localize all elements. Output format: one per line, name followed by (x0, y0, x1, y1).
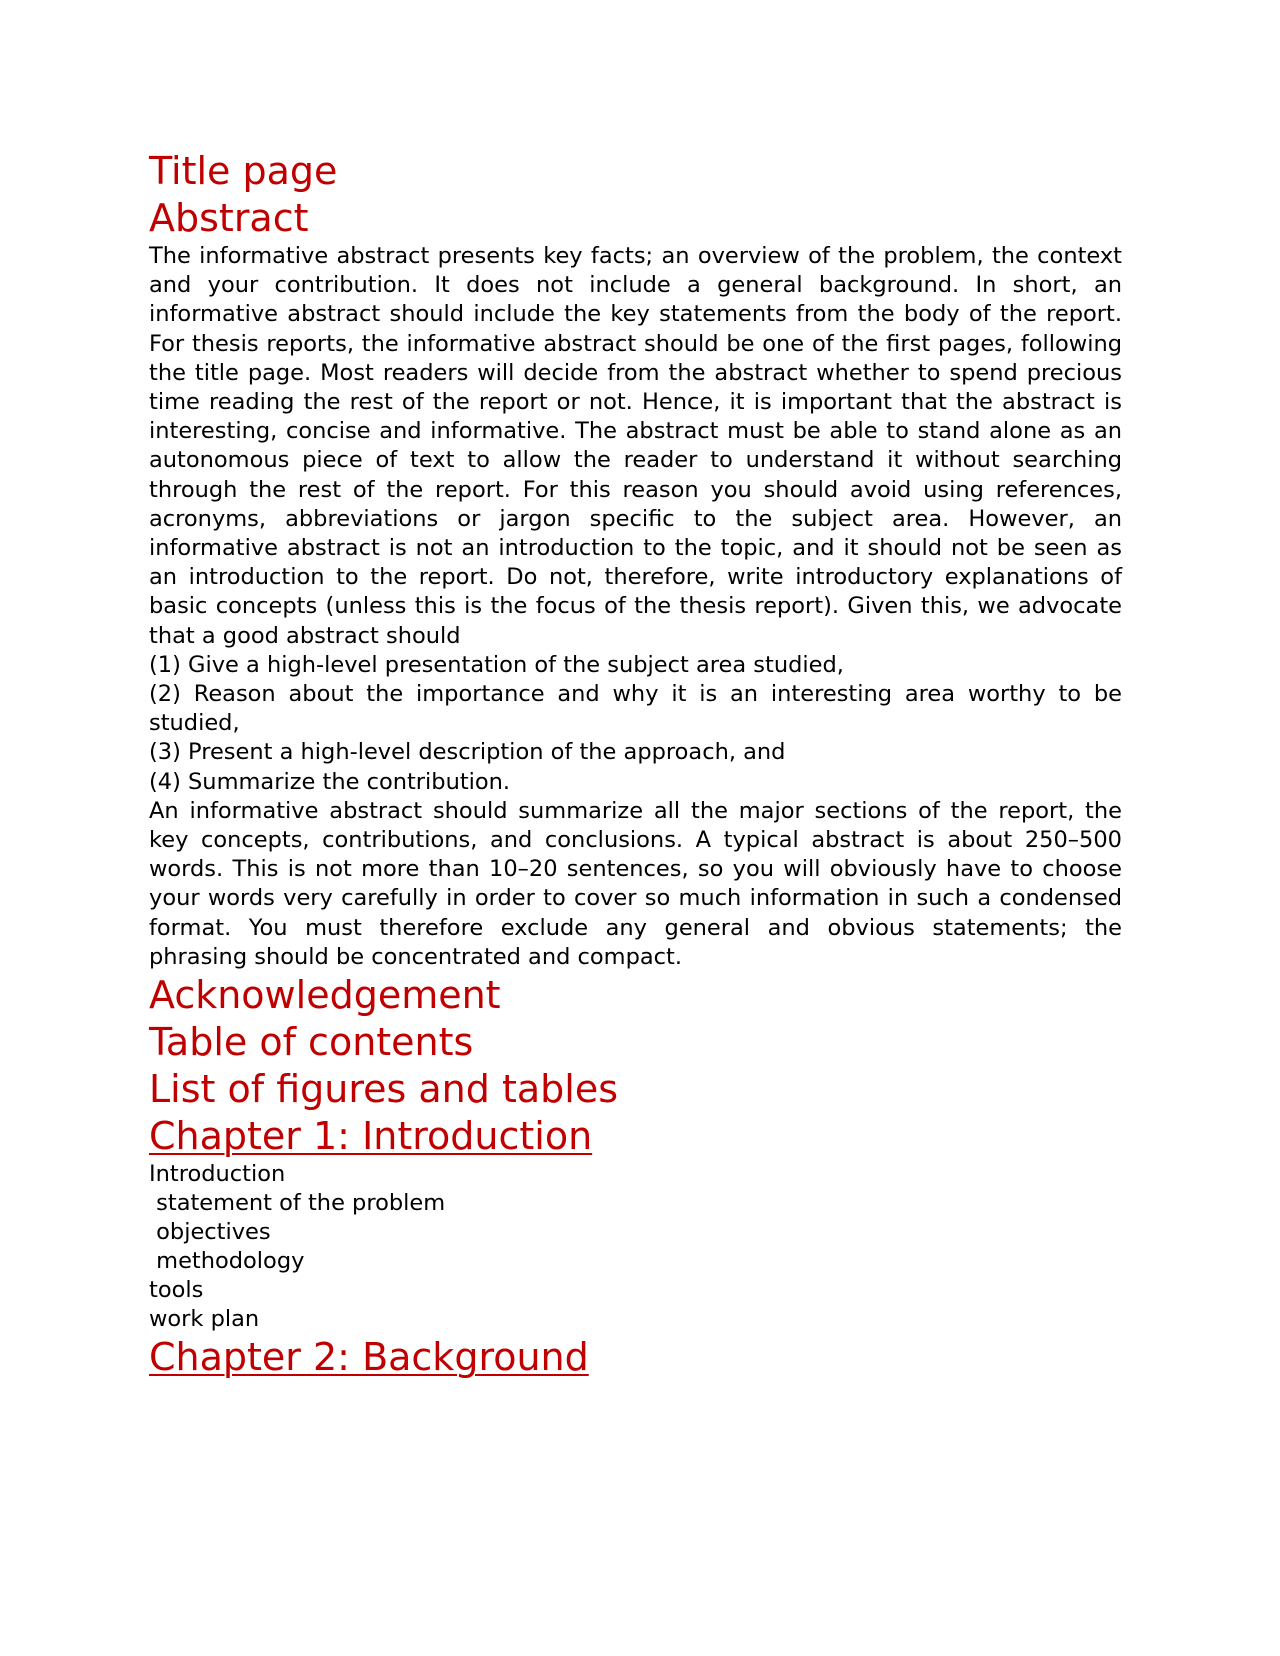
heading-chapter-2: Chapter 2: Background (149, 1335, 589, 1380)
heading-chapter-1: Chapter 1: Introduction (149, 1114, 593, 1159)
outline-item-methodology: methodology (149, 1248, 305, 1275)
abstract-paragraph-1: The informative abstract presents key facts; an overview of the problem, the context and your contribution. It does not include a general background. In short, an informative abstract should include the key statements from the body of the report. For thesis reports, the informative abstract should be one of the first pages, following the title page. Most readers will decide from the abstract whether to spend precious time reading the rest of the report or not. Hence, it is important that the abstract is interesting, concise and informative. The abstract must be able to stand alone as an autonomous piece of text to allow the reader to understand it without searching through the rest of the report. For this reason you should avoid using references, acronyms, abbreviations or jargon specific to the subject area. However, an informative abstract is not an introduction to the topic, and it should not be seen as an introduction to the report. Do not, therefore, write introductory explanations of basic concepts (unless this is the focus of the thesis report). Given this, we advocate that a good abstract should (149, 243, 1122, 649)
chapter-1-outline (149, 1160, 1122, 1334)
abstract-paragraph-2: An informative abstract should summarize all the major sections of the report, the key concepts, contributions, and conclusions. A typical abstract is about 250–500 words. This is not more than 10–20 sentences, so you will obviously have to choose your words very carefully in order to cover so much information in such a condensed format. You must therefore exclude any general and obvious statements; the phrasing should be concentrated and compact. (149, 797, 1122, 970)
abstract-point-4: (4) Summarize the contribution. (149, 768, 511, 795)
abstract-point-3: (3) Present a high-level description of the approach, and (149, 739, 786, 766)
abstract-point-2: (2) Reason about the importance and why it is an interesting area worthy to be studied, (149, 681, 1122, 737)
heading-abstract: Abstract (149, 196, 309, 240)
outline-item-introduction: Introduction (149, 1161, 286, 1188)
outline-item-statement-of-problem: statement of the problem (149, 1190, 446, 1217)
document-page (149, 148, 1122, 1381)
outline-item-work-plan: work plan (149, 1306, 260, 1333)
outline-item-tools: tools (149, 1277, 204, 1304)
outline-item-objectives: objectives (149, 1219, 271, 1246)
heading-list-of-figures: List of figures and tables (149, 1067, 619, 1112)
heading-acknowledgement: Acknowledgement (149, 973, 501, 1018)
heading-table-of-contents: Table of contents (149, 1020, 474, 1065)
abstract-point-1: (1) Give a high-level presentation of the subject area studied, (149, 651, 844, 678)
heading-title-page: Title page (149, 149, 338, 193)
